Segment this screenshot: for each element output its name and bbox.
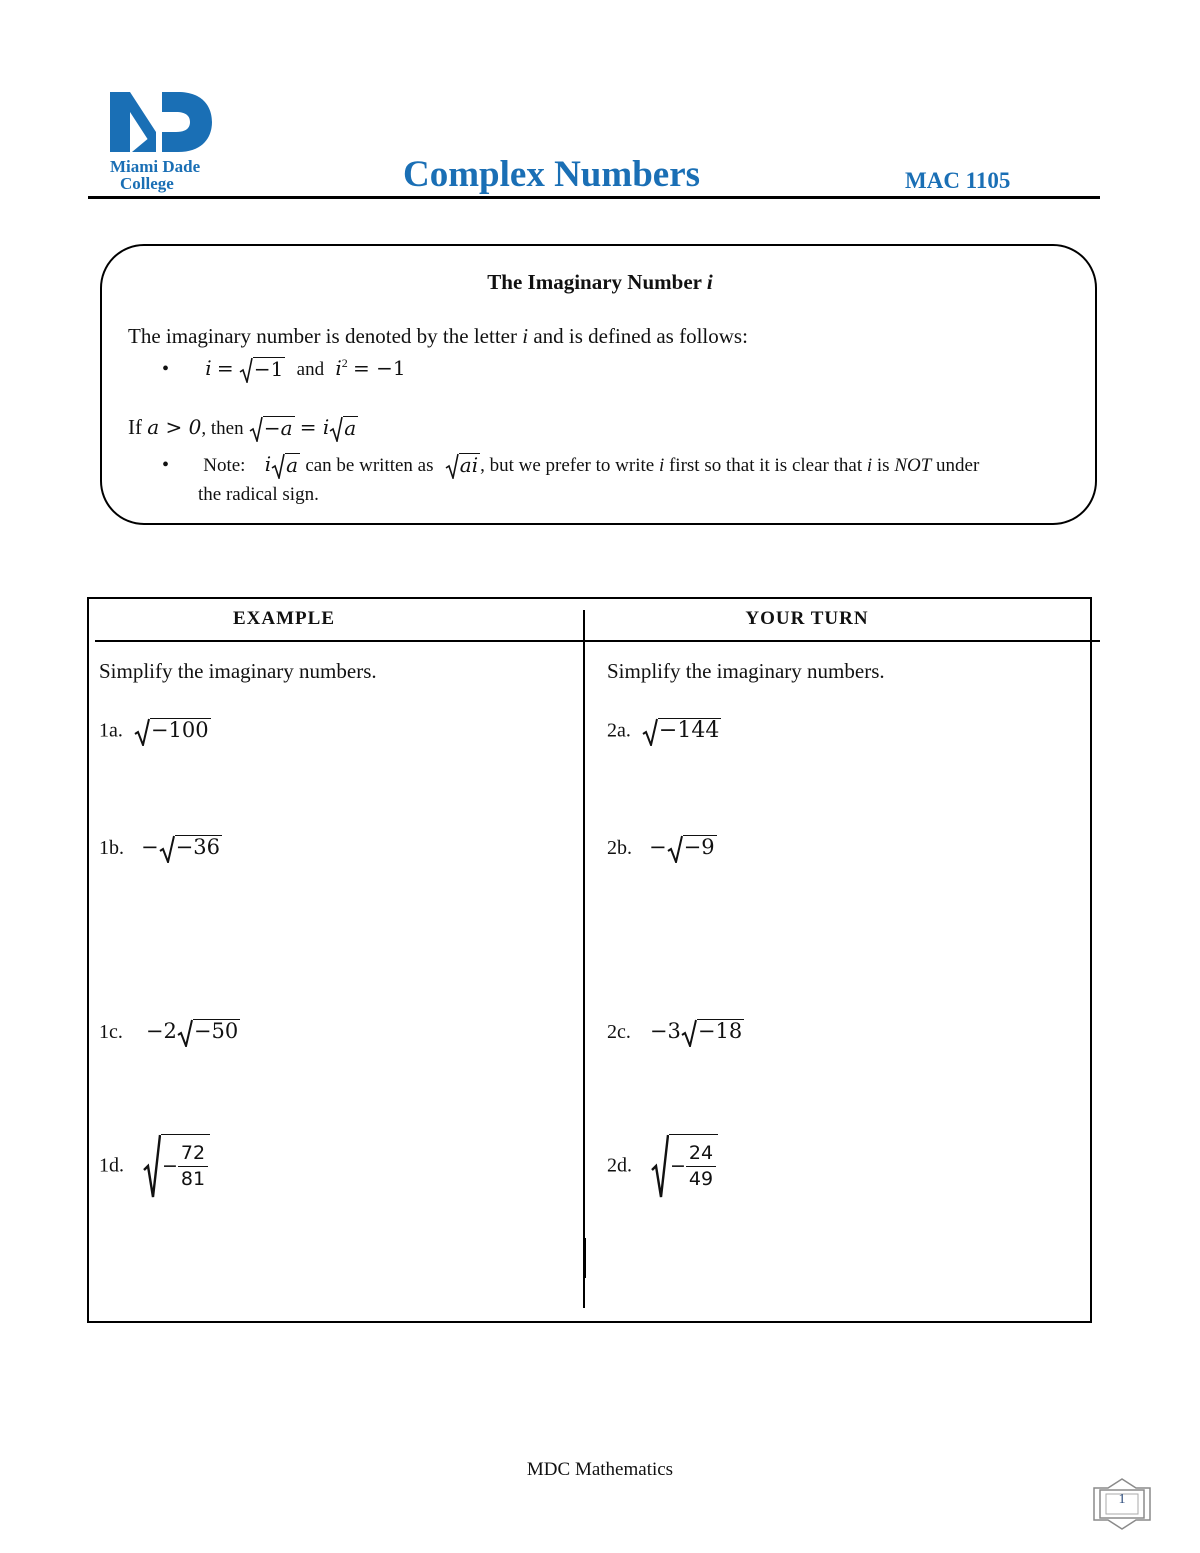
- svg-text:College: College: [120, 174, 174, 193]
- footer-text: MDC Mathematics: [526, 1459, 674, 1480]
- course-code: MAC 1105: [905, 168, 1011, 193]
- radical: ai: [445, 453, 480, 479]
- definition-if-line: If a > 0, then −a = i a: [128, 415, 357, 441]
- definition-bullet-1: • i = −1 and $i^2 = -1$: [162, 356, 406, 382]
- exercise-table: [87, 597, 1092, 1323]
- table-header-divider: [95, 640, 1100, 642]
- problem-2c: 2c. −3 −18: [607, 1019, 744, 1047]
- your-turn-column-header: YOUR TURN: [745, 608, 869, 629]
- your-turn-instruction: Simplify the imaginary numbers.: [607, 659, 885, 683]
- definition-intro: The imaginary number is denoted by the letter i and is defined as follows:: [128, 324, 748, 348]
- header-divider: [88, 196, 1100, 199]
- problem-2d: 2d. − $\frac{24}{49}$: [607, 1134, 718, 1198]
- problem-1d: 1d. − $\frac{72}{81}$: [99, 1134, 210, 1198]
- page-number: 1: [1118, 1492, 1126, 1507]
- radical: a: [271, 453, 300, 479]
- radical: −a: [249, 416, 295, 442]
- mdc-logo: [108, 90, 218, 195]
- example-instruction: Simplify the imaginary numbers.: [99, 659, 377, 683]
- definition-note: • Note: i a can be written as ai , but we prefer to write i first so that it is clear that i is NOT under: [162, 452, 980, 478]
- problem-1b: 1b. − −36: [99, 835, 222, 863]
- example-column-header: EXAMPLE: [233, 608, 335, 629]
- table-column-divider-mark: [583, 1238, 586, 1278]
- svg-text:Miami Dade: Miami Dade: [110, 157, 201, 176]
- problem-1c: 1c. −2 −50: [99, 1019, 240, 1047]
- problem-1a: 1a. −100: [99, 718, 211, 746]
- table-column-divider: [583, 610, 585, 1308]
- definition-title: The Imaginary Number i: [487, 270, 713, 294]
- radical: −1: [239, 357, 285, 383]
- page-title: Complex Numbers: [403, 154, 701, 195]
- problem-2b: 2b. − −9: [607, 835, 717, 863]
- radical: a: [329, 416, 358, 442]
- problem-2a: 2a. −144: [607, 718, 721, 746]
- definition-note-line2: the radical sign.: [198, 484, 319, 505]
